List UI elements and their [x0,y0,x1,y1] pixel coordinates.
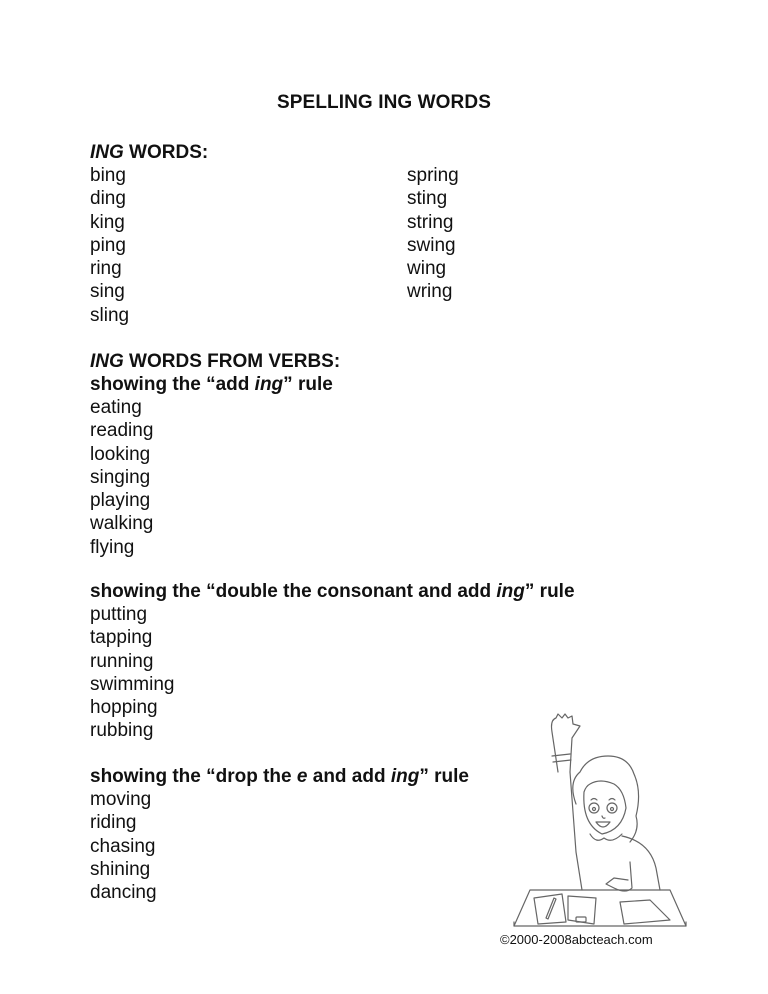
section-heading-ing-words: ING WORDS: [90,142,209,163]
double-consonant-word-list [90,603,174,743]
list-item: rubbing [90,720,154,742]
list-item: wing [407,258,447,280]
copyright-notice: ©2000-2008abcteach.com [500,932,653,947]
list-item: reading [90,420,154,442]
list-item: wring [407,281,453,303]
list-item: moving [90,789,152,810]
page-title: SPELLING ING WORDS [277,92,491,113]
list-item: shining [90,858,151,880]
list-item: ding [90,188,126,210]
list-item: string [407,211,454,233]
list-item: singing [90,466,151,488]
rule-heading-double-consonant: showing the “double the consonant and add ing” rule [90,581,575,602]
section-heading-ing-words-from-verbs: ING WORDS FROM VERBS: [90,351,341,372]
list-item: swimming [90,673,175,695]
list-item: looking [90,443,151,465]
list-item: sling [90,304,130,326]
list-item: bing [90,165,126,186]
list-item: running [90,650,154,672]
list-item: chasing [90,835,156,857]
list-item: swing [407,234,456,256]
list-item: hopping [90,697,158,719]
list-item: riding [90,812,137,834]
list-item: ping [90,234,126,256]
list-item: sting [407,188,448,210]
list-item: king [90,211,125,233]
ing-words-column-1 [90,164,129,327]
drop-e-word-list [90,788,157,904]
girl-raising-hand-illustration [510,712,690,927]
list-item: flying [90,536,135,558]
ing-words-column-2 [407,164,459,304]
list-item: eating [90,397,142,418]
list-item: spring [407,165,459,186]
list-item: tapping [90,627,153,649]
rule-heading-add-ing: showing the “add ing” rule [90,374,333,395]
list-item: putting [90,604,148,625]
list-item: walking [90,513,154,535]
list-item: playing [90,490,151,512]
rule-heading-drop-e: showing the “drop the e and add ing” rule [90,766,469,787]
list-item: ring [90,258,122,280]
add-ing-word-list [90,396,153,559]
list-item: dancing [90,882,157,904]
list-item: sing [90,281,125,303]
